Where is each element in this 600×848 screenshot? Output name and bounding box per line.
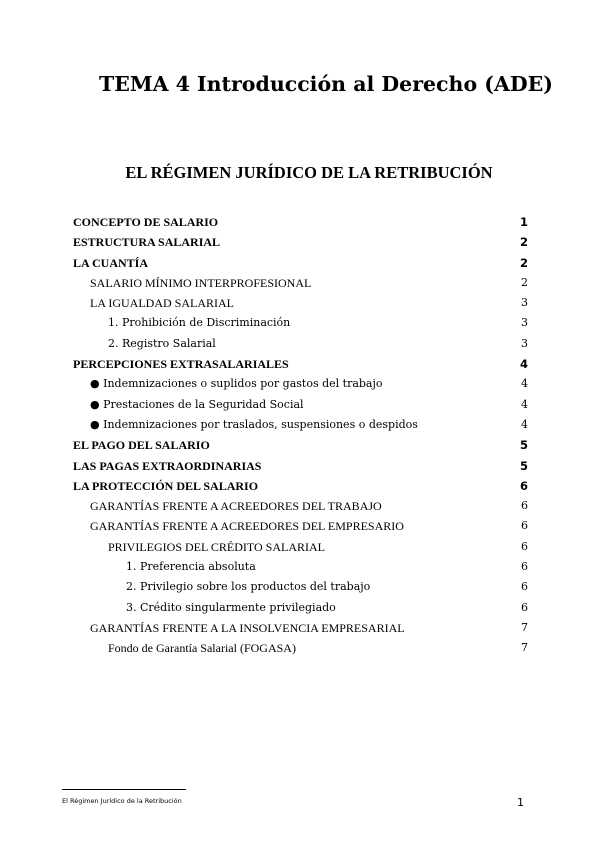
toc-entry-page: 4 bbox=[521, 397, 528, 411]
toc-entry-label: PRIVILEGIOS DEL CRÉDITO SALARIAL bbox=[108, 539, 325, 554]
toc-entry[interactable] bbox=[73, 638, 528, 658]
toc-entry-page: 5 bbox=[519, 438, 528, 453]
toc-entry-label: GARANTÍAS FRENTE A ACREEDORES DEL EMPRESARIO bbox=[90, 519, 404, 534]
toc-entry-label: PERCEPCIONES EXTRASALARIALES bbox=[73, 357, 289, 372]
toc-entry[interactable] bbox=[73, 212, 528, 232]
toc-entry-page: 4 bbox=[521, 417, 528, 431]
table-of-contents bbox=[73, 212, 528, 659]
toc-entry-label: ● Indemnizaciones o suplidos por gastos del trabajo bbox=[90, 377, 383, 391]
footer-page-number: 1 bbox=[517, 796, 524, 809]
toc-entry-page: 7 bbox=[521, 641, 528, 655]
toc-entry-page: 6 bbox=[519, 478, 528, 493]
toc-entry[interactable] bbox=[73, 253, 528, 273]
toc-entry-page: 6 bbox=[521, 600, 528, 614]
footer-text: El Régimen Jurídico de la Retribución bbox=[62, 797, 182, 805]
toc-entry[interactable] bbox=[73, 618, 528, 638]
toc-entry[interactable] bbox=[73, 537, 528, 557]
toc-entry-page: 6 bbox=[521, 560, 528, 574]
toc-entry-label: LA CUANTÍA bbox=[73, 255, 149, 270]
toc-entry-label: 2. Privilegio sobre los productos del trabajo bbox=[126, 580, 371, 594]
toc-entry-page: 4 bbox=[519, 357, 528, 372]
toc-entry-label: 1. Prohibición de Discriminación bbox=[108, 316, 291, 330]
toc-entry-page: 2 bbox=[521, 275, 528, 289]
document-heading: EL RÉGIMEN JURÍDICO DE LA RETRIBUCIÓN bbox=[125, 163, 493, 182]
toc-entry[interactable] bbox=[73, 456, 528, 476]
toc-entry-page: 4 bbox=[521, 377, 528, 391]
toc-entry[interactable] bbox=[73, 293, 528, 313]
toc-entry[interactable] bbox=[73, 374, 528, 394]
toc-entry-label: EL PAGO DEL SALARIO bbox=[73, 438, 210, 453]
toc-entry-page: 1 bbox=[519, 215, 528, 229]
toc-entry[interactable] bbox=[73, 496, 528, 516]
toc-entry-page: 2 bbox=[519, 255, 528, 270]
toc-entry[interactable] bbox=[73, 334, 528, 354]
toc-entry-label: ● Indemnizaciones por traslados, suspensiones o despidos bbox=[90, 417, 418, 431]
toc-entry-label: Fondo de Garantía Salarial (FOGASA) bbox=[108, 641, 296, 656]
toc-entry-page: 6 bbox=[521, 519, 528, 533]
toc-entry[interactable] bbox=[73, 476, 528, 496]
toc-entry-label: LA PROTECCIÓN DEL SALARIO bbox=[73, 478, 259, 493]
toc-entry-label: ● Prestaciones de la Seguridad Social bbox=[90, 397, 304, 411]
toc-entry[interactable] bbox=[73, 598, 528, 618]
toc-entry-label: ESTRUCTURA SALARIAL bbox=[73, 235, 221, 250]
toc-entry[interactable] bbox=[73, 577, 528, 597]
toc-entry-label: GARANTÍAS FRENTE A LA INSOLVENCIA EMPRESARIAL bbox=[90, 620, 405, 635]
toc-entry[interactable] bbox=[73, 557, 528, 577]
toc-entry-page: 3 bbox=[521, 316, 528, 330]
toc-entry-label: 3. Crédito singularmente privilegiado bbox=[126, 600, 336, 614]
toc-entry-page: 3 bbox=[521, 336, 528, 350]
toc-entry-label: LA IGUALDAD SALARIAL bbox=[90, 296, 234, 311]
toc-entry[interactable] bbox=[73, 415, 528, 435]
toc-entry[interactable] bbox=[73, 354, 528, 374]
toc-entry-label: 1. Preferencia absoluta bbox=[126, 560, 256, 574]
toc-entry[interactable] bbox=[73, 313, 528, 333]
toc-entry[interactable] bbox=[73, 516, 528, 536]
footnote-rule bbox=[62, 789, 186, 790]
toc-entry-page: 3 bbox=[521, 296, 528, 310]
toc-entry-label: LAS PAGAS EXTRAORDINARIAS bbox=[73, 458, 262, 473]
toc-entry[interactable] bbox=[73, 273, 528, 293]
toc-entry-label: CONCEPTO DE SALARIO bbox=[73, 215, 219, 229]
toc-entry-page: 7 bbox=[521, 620, 528, 634]
page-title: TEMA 4 Introducción al Derecho (ADE) bbox=[99, 72, 553, 96]
toc-entry-page: 6 bbox=[521, 580, 528, 594]
toc-entry-page: 6 bbox=[521, 539, 528, 553]
toc-entry-page: 5 bbox=[519, 458, 528, 473]
toc-entry-label: GARANTÍAS FRENTE A ACREEDORES DEL TRABAJO bbox=[90, 499, 382, 514]
toc-entry-page: 6 bbox=[521, 499, 528, 513]
toc-entry-label: SALARIO MÍNIMO INTERPROFESIONAL bbox=[90, 275, 312, 290]
toc-entry-page: 2 bbox=[519, 235, 528, 250]
toc-entry[interactable] bbox=[73, 435, 528, 455]
toc-entry[interactable] bbox=[73, 232, 528, 252]
toc-entry-label: 2. Registro Salarial bbox=[108, 336, 216, 350]
toc-entry[interactable] bbox=[73, 395, 528, 415]
